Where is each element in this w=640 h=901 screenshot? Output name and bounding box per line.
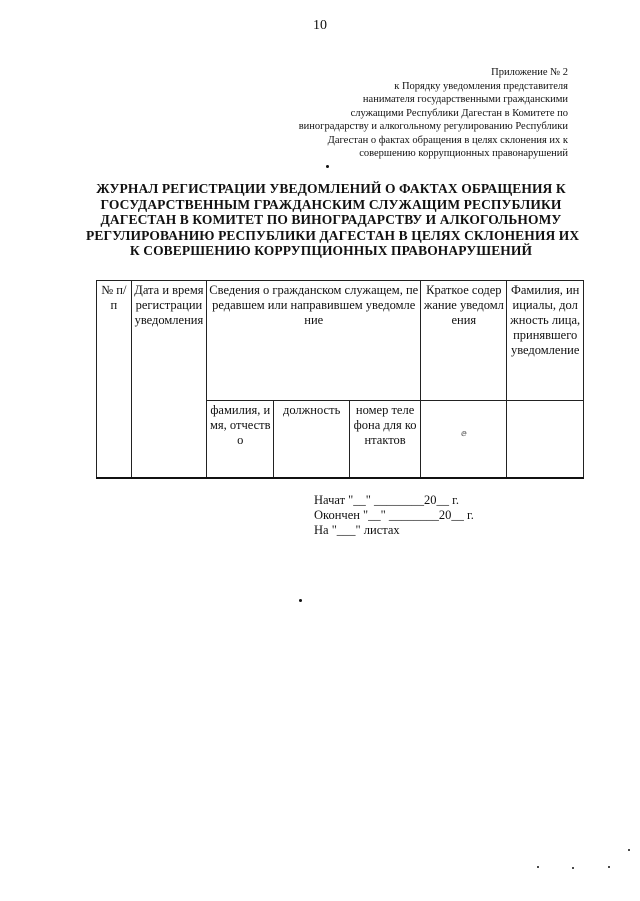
scan-speck [299,599,302,602]
scan-speck [326,165,329,168]
appendix-line: Приложение № 2 [491,67,568,78]
document-title [86,181,580,259]
header-summary: Краткое содержание уведомления [421,281,507,401]
scan-mark: ⅇ [460,428,467,438]
scan-speck [628,849,630,851]
subheader-phone: номер телефона для контактов [349,401,420,479]
scan-speck [572,867,574,869]
title-line: ЖУРНАЛ РЕГИСТРАЦИИ УВЕДОМЛЕНИЙ О ФАКТАХ ОБРАЩЕНИЯ К [96,181,566,196]
scan-speck [608,866,610,868]
appendix-line: служащими Республики Дагестан в Комитете по [350,107,568,119]
appendix-line: Дагестан о фактах обращения в целях склонения их к [327,134,568,146]
header-registration-date: Дата и время регистрации уведомления [131,281,207,479]
subheader-full-name: фамилия, имя, отчество [207,401,274,479]
page-number: 10 [313,18,327,33]
subheader-position: должность [274,401,350,479]
header-recipient: Фамилия, инициалы, должность лица, принявшего уведомление [507,281,584,401]
journal-table [96,280,584,479]
title-line: ДАГЕСТАН В КОМИТЕТ ПО ВИНОГРАДАРСТВУ И АЛКОГОЛЬНОМУ [100,212,562,227]
scan-speck [537,866,539,868]
title-line: К СОВЕРШЕНИЮ КОРРУПЦИОННЫХ ПРАВОНАРУШЕНИЙ [129,243,533,258]
appendix-line: совершению коррупционных правонарушений [359,148,568,159]
summary-empty-cell [421,401,507,479]
finished-line: Окончен "__" ________20__ г. [314,508,474,522]
appendix-line: к Порядку уведомления представителя [394,80,568,92]
recipient-empty-cell [507,401,584,479]
title-line: РЕГУЛИРОВАНИЮ РЕСПУБЛИКИ ДАГЕСТАН В ЦЕЛЯХ СКЛОНЕНИЯ ИХ [86,227,580,243]
appendix-block [248,66,568,161]
header-number: № п/п [97,281,132,479]
started-line: Начат "__" ________20__ г. [314,493,459,507]
sheets-line: На "___" листах [314,523,400,537]
appendix-line: нанимателя государственными гражданскими [362,94,568,105]
journal-footer [314,493,474,538]
header-employee-info: Сведения о гражданском служащем, передавшем или направившем уведомление [207,281,421,401]
appendix-line: виноградарству и алкогольному регулированию Республики [298,121,568,132]
title-line: ГОСУДАРСТВЕННЫМ ГРАЖДАНСКИМ СЛУЖАЩИМ РЕСПУБЛИКИ [100,196,562,212]
